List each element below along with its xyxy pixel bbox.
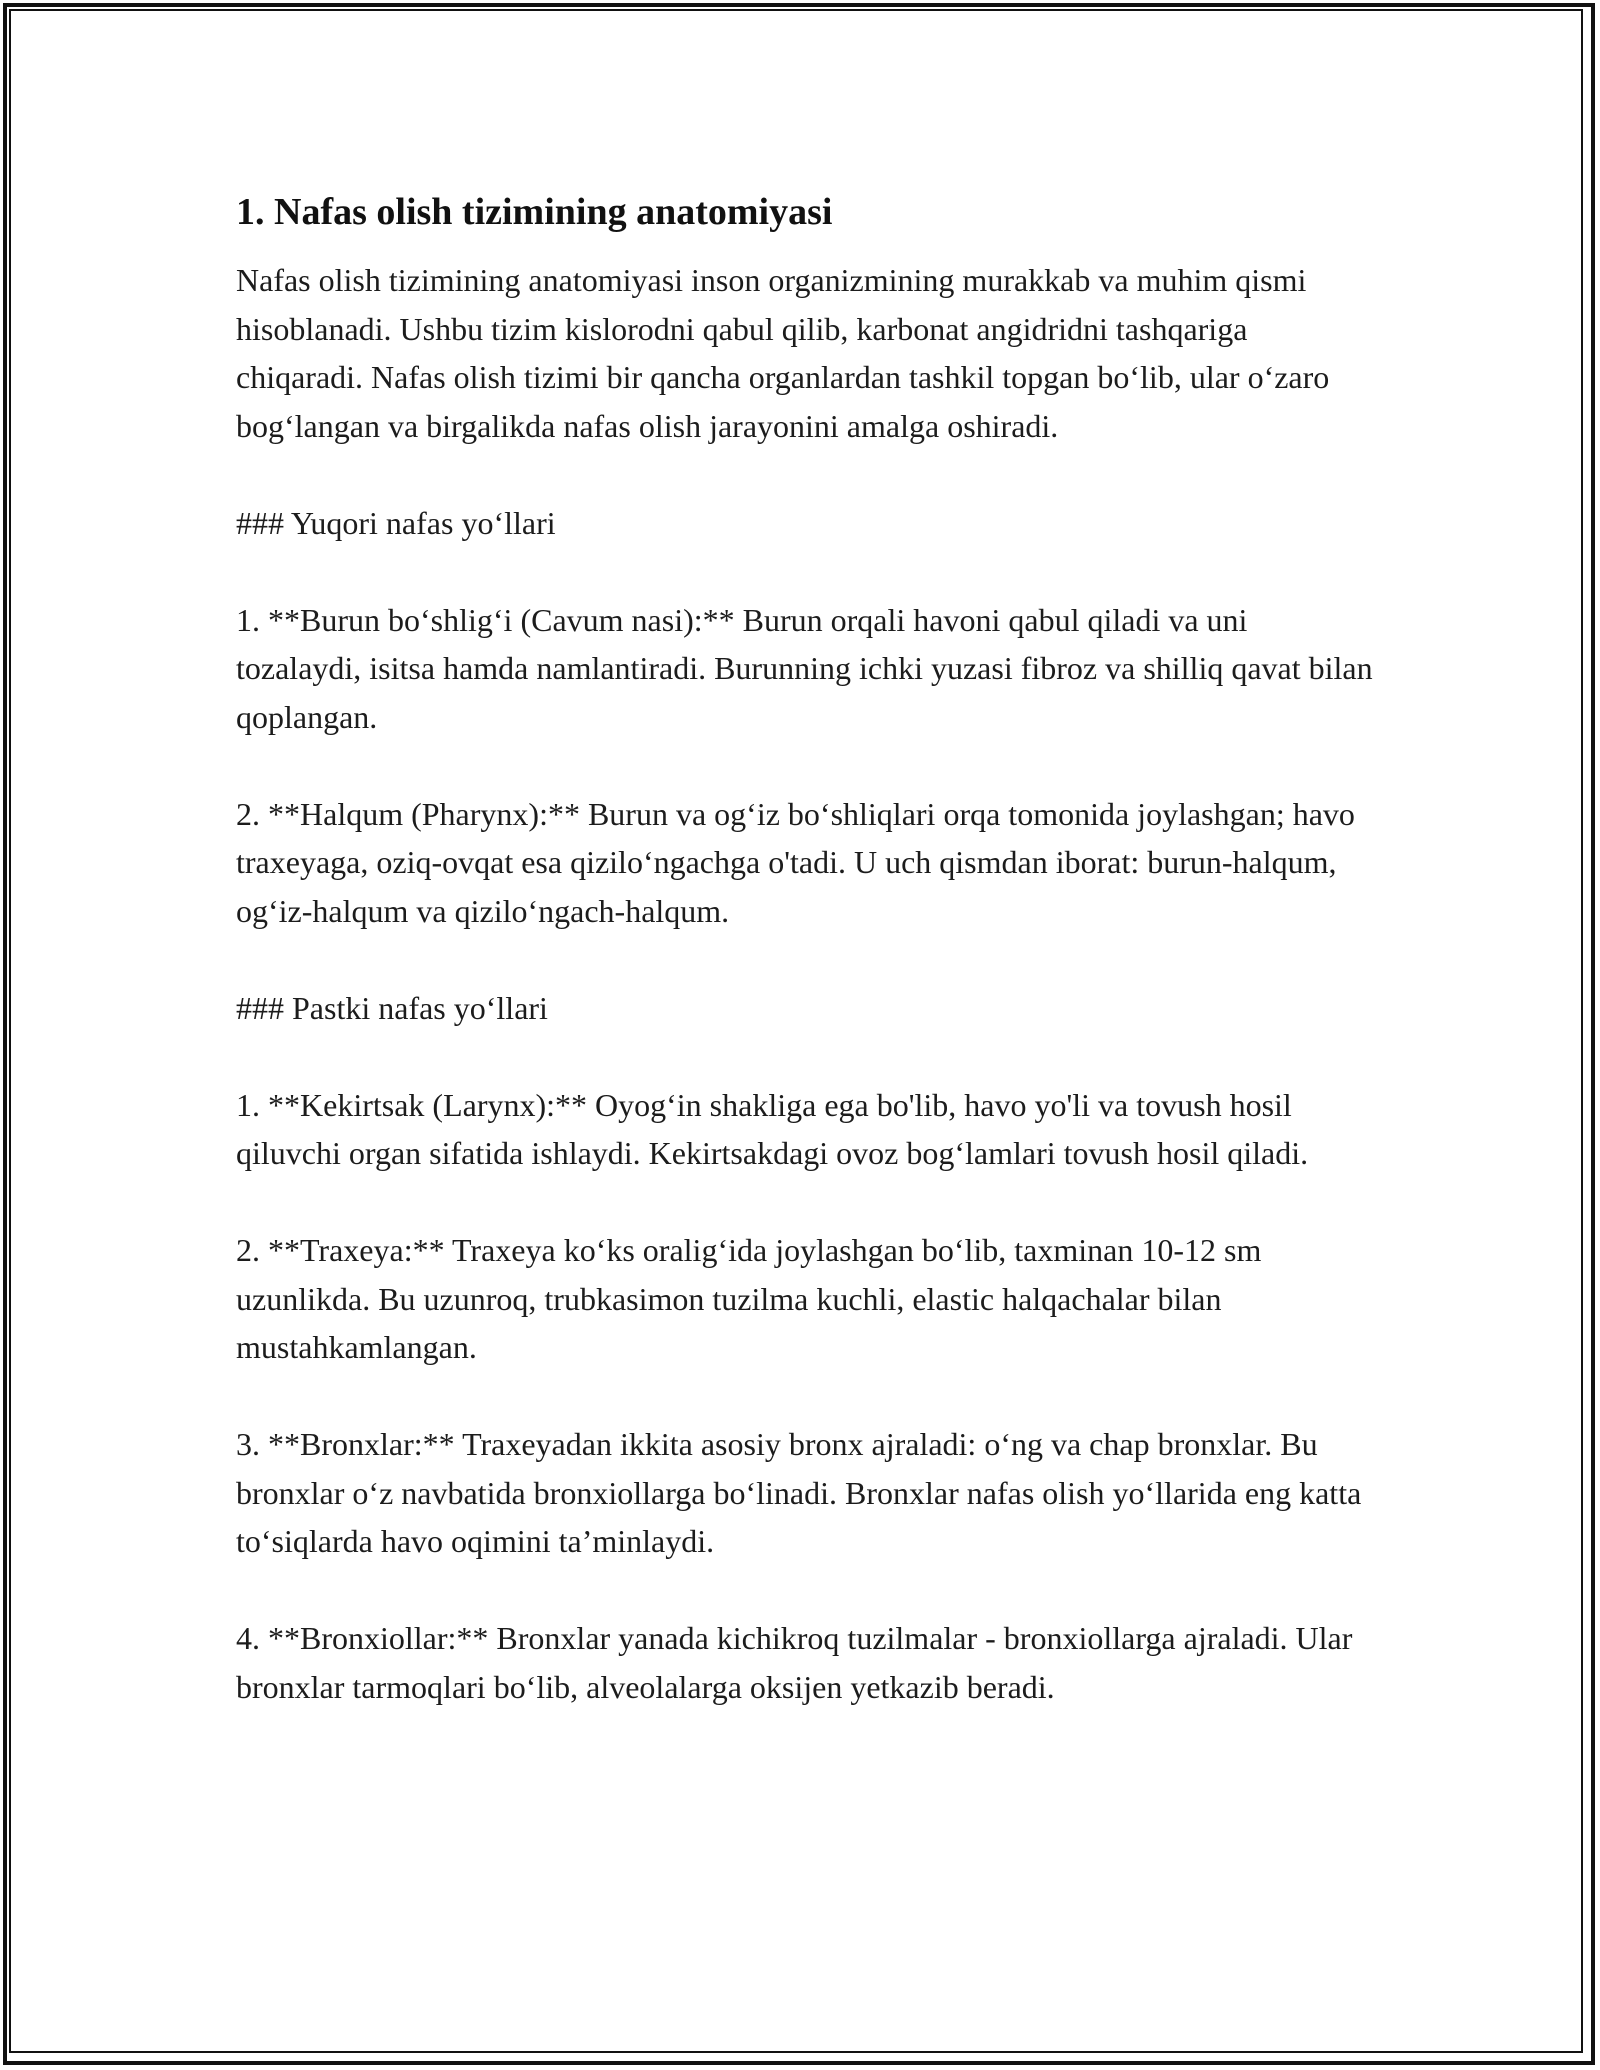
intro-paragraph: Nafas olish tizimining anatomiyasi inson organizmining murakkab va muhim qismi hisoblanadi. Ushbu tizim kislorodni qabul qilib, karbonat angidridni tashqariga chiqaradi. Nafas olish tizimi bir qancha organlardan tashkil topgan bo‘lib, ular o‘zaro bog‘langan va birgalikda nafas olish jarayonini amalga oshiradi. xyxy=(236,262,1330,444)
document-body xyxy=(236,186,1376,1711)
section-heading-upper-airways: ### Yuqori nafas yo‘llari xyxy=(236,504,556,541)
list-item-bronchi: 3. **Bronxlar:** Traxeyadan ikkita asosiy bronx ajraladi: o‘ng va chap bronxlar. Bu bronxlar o‘z navbatida bronxiollarga bo‘linadi. Bronxlar nafas olish yo‘llarida eng katta to‘siqlarda havo oqimini ta’minlaydi. xyxy=(236,1426,1362,1559)
list-item-bronchioles: 4. **Bronxiollar:** Bronxlar yanada kichikroq tuzilmalar - bronxiollarga ajraladi. Ular bronxlar tarmoqlari bo‘lib, alveolalarga oksijen yetkazib beradi. xyxy=(236,1620,1353,1705)
list-item-nasal-cavity: 1. **Burun bo‘shlig‘i (Cavum nasi):** Burun orqali havoni qabul qiladi va uni tozalaydi, isitsa hamda namlantiradi. Burunning ichki yuzasi fibroz va shilliq qavat bilan qoplangan. xyxy=(236,601,1373,735)
list-item-pharynx: 2. **Halqum (Pharynx):** Burun va og‘iz bo‘shliqlari orqa tomonida joylashgan; havo traxeyaga, oziq-ovqat esa qizilo‘ngachga o'tadi. U uch qismdan iborat: burun-halqum, og‘iz-halqum va qizilo‘ngach-halqum. xyxy=(236,795,1355,929)
section-heading-lower-airways: ### Pastki nafas yo‘llari xyxy=(236,989,548,1026)
list-item-larynx: 1. **Kekirtsak (Larynx):** Oyog‘in shakliga ega bo'lib, havo yo'li va tovush hosil qiluvchi organ sifatida ishlaydi. Kekirtsakdagi ovoz bog‘lamlari tovush hosil qiladi. xyxy=(236,1086,1309,1171)
document-title: 1. Nafas olish tizimining anatomiyasi xyxy=(236,191,833,233)
list-item-trachea: 2. **Traxeya:** Traxeya ko‘ks oralig‘ida joylashgan bo‘lib, taxminan 10-12 sm uzunlikda. Bu uzunroq, trubkasimon tuzilma kuchli, elastic halqachalar bilan mustahkamlangan. xyxy=(236,1232,1262,1365)
